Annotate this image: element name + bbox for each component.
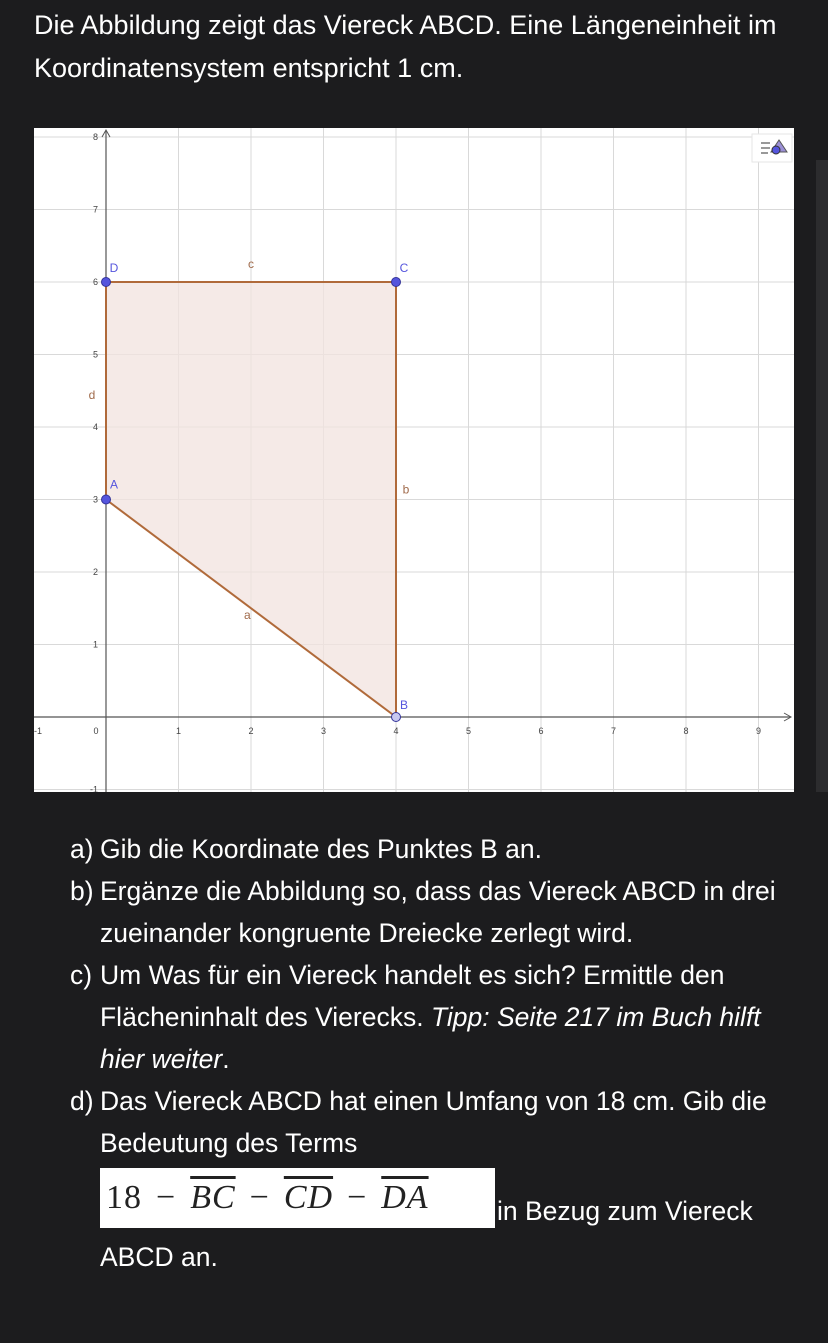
term-segment-bc: $\overline{BC}$ (190, 1179, 236, 1216)
term-segment-da: $\overline{DA}$ (381, 1179, 429, 1216)
task-label: b) (70, 876, 94, 906)
x-tick-label: 4 (393, 726, 399, 736)
y-tick-label: 5 (92, 349, 98, 360)
task-list (70, 828, 800, 1278)
task-a (70, 828, 800, 870)
term-formula (100, 1168, 495, 1228)
point-label-a: A (109, 477, 119, 492)
term-number: 18 (106, 1179, 142, 1216)
y-tick-label: 6 (92, 277, 98, 287)
task-text-after-term: in Bezug zum Viereck (497, 1196, 753, 1226)
point-label-b: B (399, 698, 409, 712)
segment-label-a: a (244, 608, 251, 623)
segment-label-d: d (88, 387, 96, 402)
y-tick-label: 2 (92, 567, 98, 577)
segment-label-b: b (402, 482, 410, 497)
task-d (70, 1080, 800, 1278)
y-tick-label: -1 (89, 784, 98, 792)
x-tick-label: 0 (93, 726, 99, 736)
term-minus: − (156, 1179, 177, 1216)
x-tick-label: 8 (683, 726, 689, 736)
task-label: a) (70, 834, 94, 864)
x-tick-label: 3 (320, 726, 327, 736)
scrollbar[interactable] (816, 160, 828, 792)
task-text-block (100, 1080, 800, 1278)
point-d (102, 278, 111, 287)
task-label: c) (70, 960, 93, 990)
term-minus: − (249, 1179, 270, 1216)
coordinate-plot (34, 128, 794, 792)
intro-text: Die Abbildung zeigt das Viereck ABCD. Eine Längeneinheit im Koordinatensystem entspricht 1 cm. (34, 10, 777, 83)
x-tick-label: 5 (465, 726, 472, 736)
task-b (70, 870, 800, 954)
x-tick-label: 2 (248, 726, 254, 736)
task-text: Ergänze die Abbildung so, dass das Viereck ABCD in drei zueinander kongruente Dreiecke zerlegt wird. (100, 876, 776, 948)
point-label-d: D (109, 261, 119, 275)
task-text: Um Was für ein Viereck handelt es sich? Ermittle den Flächeninhalt des Vierecks. (100, 960, 725, 1032)
task-c (70, 954, 800, 1080)
algebra-view-icon[interactable] (752, 134, 792, 162)
x-tick-label: 7 (610, 726, 617, 736)
point-a (102, 495, 111, 504)
y-tick-label: 4 (92, 422, 98, 432)
task-text-end: ABCD an. (100, 1242, 218, 1272)
y-tick-label: 7 (92, 204, 98, 215)
task-tip: Tipp: Seite 217 im Buch hilft hier weiter (100, 1002, 761, 1074)
point-b (392, 713, 401, 722)
x-tick-label: 9 (755, 726, 762, 736)
segment-label-c: c (248, 257, 254, 271)
task-text: Das Viereck ABCD hat einen Umfang von 18 cm. Gib die Bedeutung des Terms (100, 1086, 767, 1158)
y-tick-label: 3 (92, 494, 98, 505)
point-c (392, 278, 401, 287)
y-tick-label: 1 (92, 639, 98, 650)
x-tick-label: 1 (175, 726, 182, 736)
task-text-block (100, 954, 800, 1080)
coordinate-system-figure[interactable] (34, 128, 794, 792)
task-label: d) (70, 1086, 94, 1116)
term-row (100, 1168, 800, 1228)
point-label-c: C (399, 261, 409, 275)
x-tick-label: -1 (34, 726, 43, 736)
x-tick-label: 6 (538, 726, 544, 736)
task-text: Gib die Koordinate des Punktes B an. (100, 834, 542, 864)
term-minus: − (347, 1179, 368, 1216)
y-tick-label: 8 (92, 132, 98, 142)
term-segment-cd: $\overline{CD}$ (283, 1179, 334, 1216)
task-tip-end: . (222, 1044, 230, 1074)
